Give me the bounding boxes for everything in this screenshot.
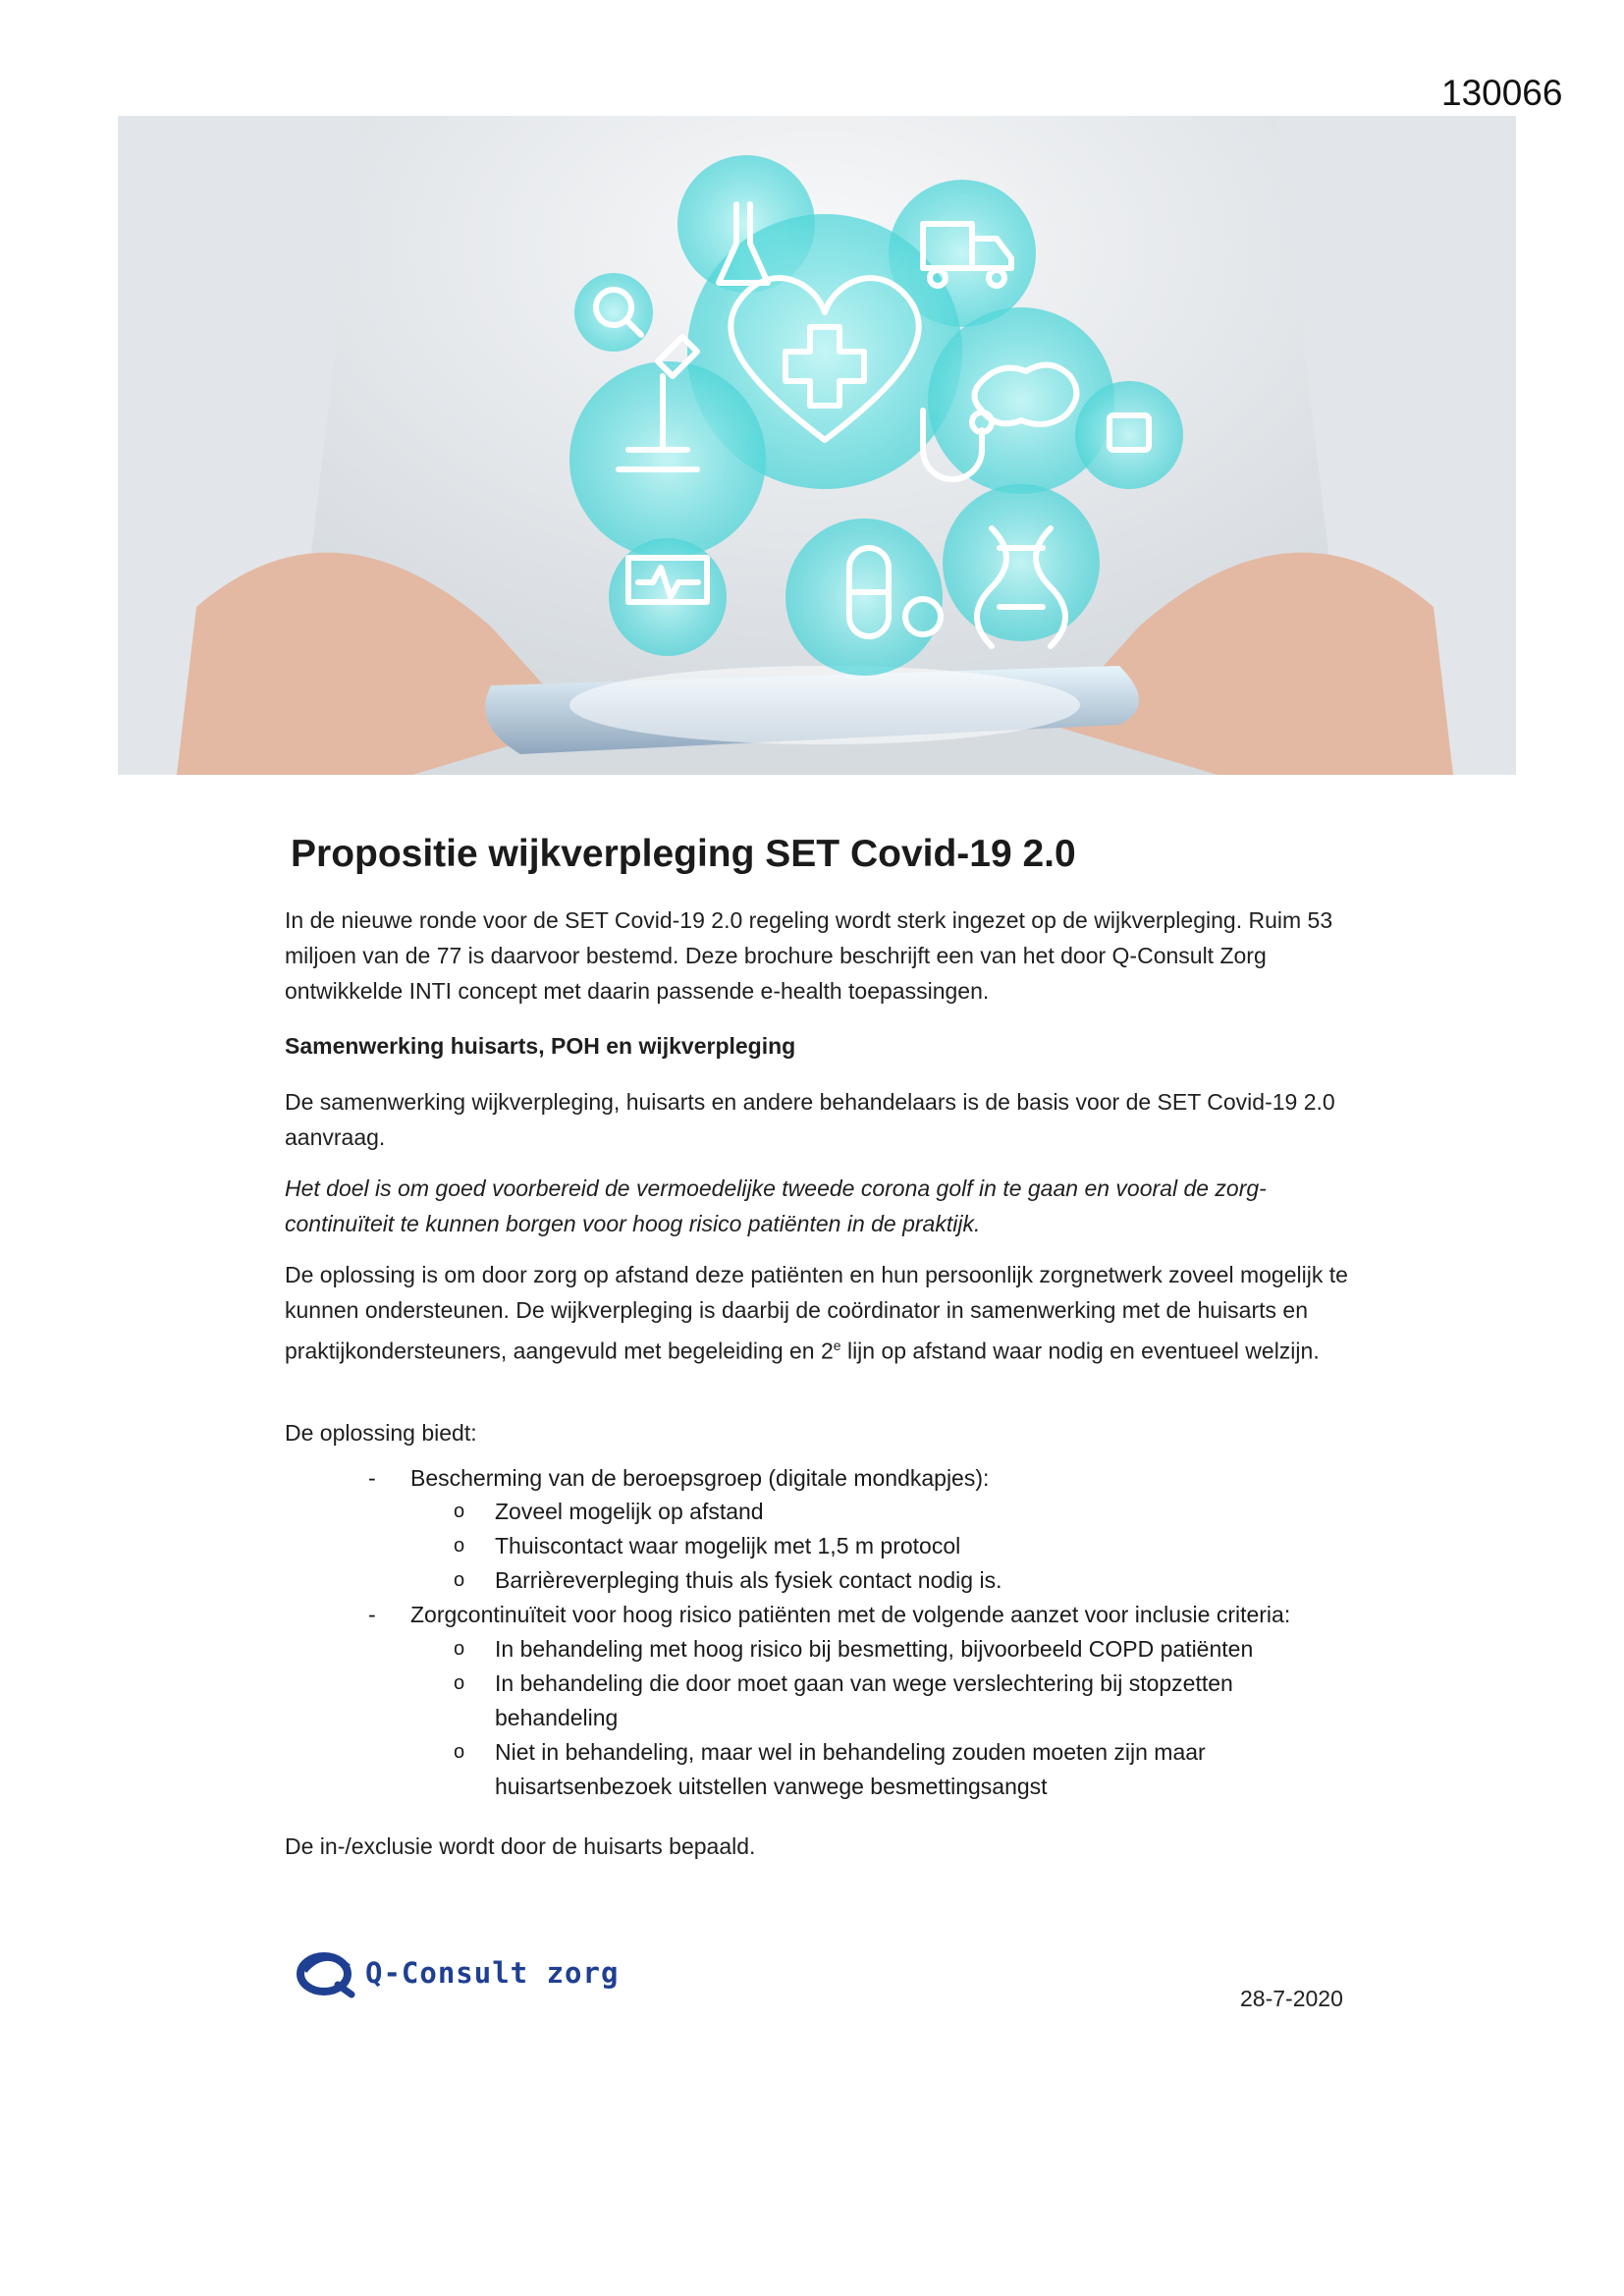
- hero-image: [118, 116, 1516, 775]
- collaboration-paragraph: De samenwerking wijkverpleging, huisarts en andere behandelaars is de basis voor de SET Covid-19 2.0 aanvraag.: [285, 1089, 1335, 1150]
- closing-paragraph: De in-/exclusie wordt door de huisarts bepaald.: [285, 1833, 756, 1859]
- intro-paragraph: In de nieuwe ronde voor de SET Covid-19 2.0 regeling wordt sterk ingezet op de wijkverpleging. Ruim 53 miljoen van de 77 is daarvoor bestemd. Deze brochure beschrijft een van het door Q-Consult Zorg ontwikkelde INTI concept met daarin passende e-health toepassingen.: [285, 907, 1333, 1004]
- page-title: Propositie wijkverpleging SET Covid-19 2.0: [291, 833, 1076, 875]
- offers-label: De oplossing biedt:: [285, 1420, 477, 1446]
- document-date: 28-7-2020: [1240, 1986, 1343, 2011]
- logo-text: Q-Consult zorg: [365, 1956, 620, 1990]
- solution-paragraph: De oplossing is om door zorg op afstand deze patiënten en hun persoonlijk zorgnetwerk zoveel mogelijk te kunnen ondersteunen. De wijkverpleging is daarbij de coördinator in samenwerking met de huisarts en praktijkondersteuners, aangevuld met begeleiding en 2e lijn op afstand waar nodig en eventueel welzijn.: [285, 1262, 1348, 1364]
- document-id: 130066: [1441, 73, 1563, 113]
- section-heading: Samenwerking huisarts, POH en wijkverpleging: [285, 1033, 796, 1059]
- goal-paragraph: Het doel is om goed voorbereid de vermoedelijke tweede corona golf in te gaan en vooral de zorg-continuïteit te kunnen borgen voor hoog risico patiënten in de praktijk.: [285, 1175, 1267, 1236]
